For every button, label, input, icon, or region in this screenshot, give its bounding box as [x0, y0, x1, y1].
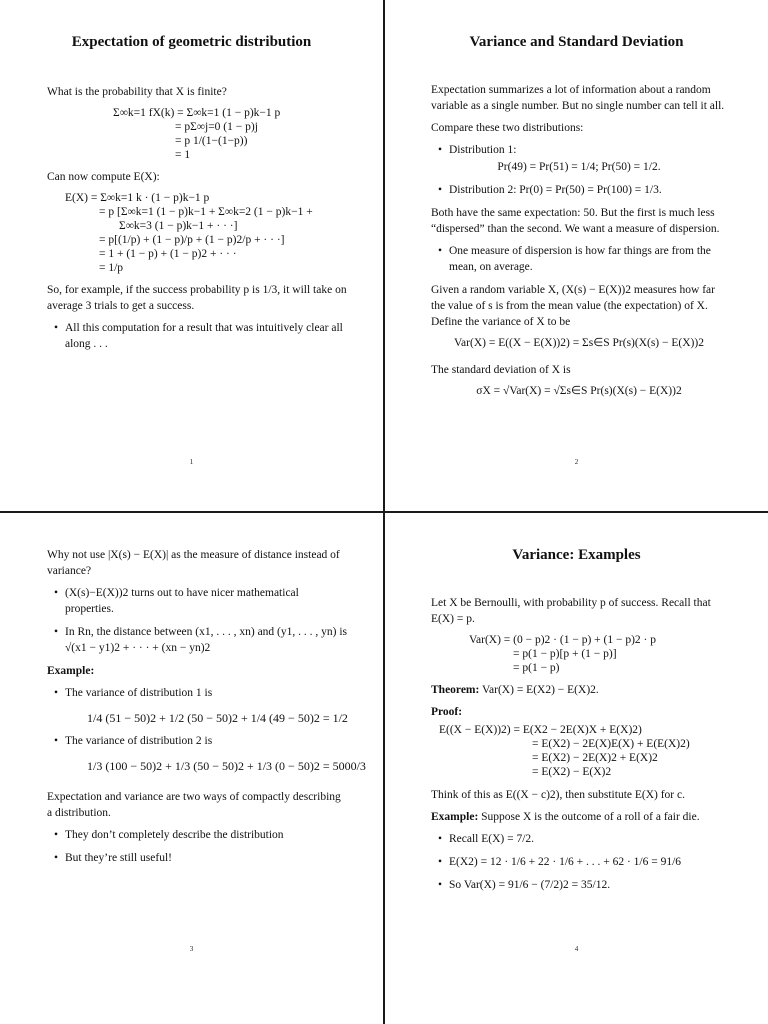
slide-1-intro: What is the probability that X is finite? — [47, 86, 227, 98]
die-example — [431, 809, 727, 825]
prob-line-4: = 1 — [175, 149, 191, 161]
theorem — [431, 682, 727, 698]
dispersion-bullet: • One measure of dispersion is how far things are from the mean, on average. — [431, 243, 727, 275]
exp-line-5: = 1 + (1 − p) + (1 − p)2 + · · · — [99, 248, 237, 260]
page-number-2: 2 — [574, 458, 579, 466]
dist1-formula: Pr(49) = Pr(51) = 1/4; Pr(50) = 1/2. — [497, 161, 661, 173]
slide-3 — [0, 513, 383, 1024]
proof-line-2: = E(X2) − 2E(X)E(X) + E(E(X)2) — [532, 738, 690, 750]
think-text: Think of this as E((X − c)2), then substitute E(X) for c. — [431, 789, 685, 801]
var-line-2: = p(1 − p)[p + (1 − p)] — [513, 648, 617, 660]
proof-line-4: = E(X2) − E(X)2 — [532, 766, 612, 778]
variance-dist2-bullet: • The variance of distribution 2 is — [47, 733, 347, 749]
bernoulli-variance — [431, 633, 727, 675]
variance-dist2-formula: 1/3 (100 − 50)2 + 1/3 (50 − 50)2 + 1/3 (0 − 50)2 = 5000/3 — [87, 759, 366, 773]
distance-bullet: • In Rn, the distance between (x1, . . . , xn) and (y1, . . . , yn) is √(x1 − y1)2 + · · · + (xn − yn)2 — [47, 624, 347, 656]
var-line-3: = p(1 − p) — [513, 662, 560, 674]
not-complete-bullet: • They don’t completely describe the distribution — [47, 827, 347, 843]
prob-derivation — [47, 106, 347, 162]
slide-3-body — [47, 547, 366, 873]
intuition-bullet: • All this computation for a result that was intuitively clear all along . . . — [47, 320, 347, 352]
theorem-text: Var(X) = E(X2) − E(X)2. — [482, 684, 599, 696]
slide-4 — [385, 513, 768, 1024]
slide-4-title: Variance: Examples — [512, 547, 641, 563]
exp-line-2: = p [Σ∞k=1 (1 − p)k−1 + Σ∞k=2 (1 − p)k−1 + — [99, 206, 313, 218]
slide-2-title: Variance and Standard Deviation — [469, 34, 684, 50]
example-text: So, for example, if the success probability p is 1/3, it will take on average 3 trials to get a success. — [47, 284, 347, 312]
std-intro: The standard deviation of X is — [431, 364, 571, 376]
second-moment-bullet: • E(X2) = 12 · 1/6 + 22 · 1/6 + . . . + 62 · 1/6 = 91/6 — [431, 854, 727, 870]
exp-line-6: = 1/p — [99, 262, 124, 274]
var-line-1: Var(X) = (0 − p)2 · (1 − p) + (1 − p)2 · p — [469, 634, 656, 646]
slide-1-title: Expectation of geometric distribution — [71, 34, 312, 50]
proof-line-3: = E(X2) − 2E(X)2 + E(X)2 — [532, 752, 658, 764]
prob-line-3: = p 1/(1−(1−p)) — [175, 135, 248, 147]
std-formula: σX = √Var(X) = √Σs∈S Pr(s)(X(s) − E(X))2 — [476, 385, 682, 397]
slide-1 — [0, 0, 383, 511]
theorem-label: Theorem: — [431, 684, 480, 696]
prob-line-1: Σ∞k=1 fX(k) = Σ∞k=1 (1 − p)k−1 p — [113, 107, 281, 119]
slide-4-body — [431, 595, 727, 900]
compare-text: Compare these two distributions: — [431, 122, 584, 134]
proof-label: Proof: — [431, 706, 463, 718]
page-number-1: 1 — [189, 458, 194, 466]
prob-line-2: = pΣ∞j=0 (1 − p)j — [175, 121, 258, 133]
die-example-text: Suppose X is the outcome of a roll of a fair die. — [481, 811, 700, 823]
slide-2 — [385, 0, 768, 511]
variance-definition: Given a random variable X, (X(s) − E(X))2 measures how far the value of s is from the mean value (the expectation) of X. Define the variance of X to be — [431, 284, 715, 328]
slide-1-body — [47, 84, 347, 359]
example-label: Example: — [47, 665, 95, 677]
expectation-derivation — [47, 191, 347, 275]
still-useful-bullet: • But they’re still useful! — [47, 850, 347, 866]
why-question: Why not use |X(s) − E(X)| as the measure of distance instead of variance? — [47, 549, 340, 577]
die-example-label: Example: — [431, 811, 479, 823]
same-expectation-text: Both have the same expectation: 50. But the first is much less “dispersed” than the second. We want a measure of dispersion. — [431, 207, 720, 235]
dist2-bullet: • Distribution 2: Pr(0) = Pr(50) = Pr(100) = 1/3. — [431, 182, 727, 198]
summary-text: Expectation and variance are two ways of compactly describing a distribution. — [47, 791, 341, 819]
recall-bullet: • Recall E(X) = 7/2. — [431, 831, 727, 847]
dist1-bullet: • Distribution 1: — [431, 142, 727, 158]
bernoulli-intro: Let X be Bernoulli, with probability p of success. Recall that E(X) = p. — [431, 597, 711, 625]
die-variance-bullet: • So Var(X) = 91/6 − (7/2)2 = 35/12. — [431, 877, 727, 893]
page-number-4: 4 — [574, 945, 579, 953]
exp-line-4: = p[(1/p) + (1 − p)/p + (1 − p)2/p + · · ·] — [99, 234, 285, 246]
nicer-properties-bullet: • (X(s)−E(X))2 turns out to have nicer mathematical properties. — [47, 585, 347, 617]
variance-dist1-formula: 1/4 (51 − 50)2 + 1/2 (50 − 50)2 + 1/4 (49 − 50)2 = 1/2 — [87, 711, 348, 725]
variance-dist1-bullet: • The variance of distribution 1 is — [47, 685, 347, 701]
compute-intro: Can now compute E(X): — [47, 171, 160, 183]
exp-line-1: E(X) = Σ∞k=1 k · (1 − p)k−1 p — [65, 192, 210, 204]
slide-2-body — [431, 82, 727, 398]
proof-derivation — [431, 723, 727, 779]
exp-line-3: Σ∞k=3 (1 − p)k−1 + · · ·] — [119, 220, 238, 232]
variance-formula: Var(X) = E((X − E(X))2) = Σs∈S Pr(s)(X(s) − E(X))2 — [454, 337, 704, 349]
slide-2-intro: Expectation summarizes a lot of information about a random variable as a single number. But no single number can tell it all. — [431, 84, 725, 112]
page-number-3: 3 — [189, 945, 194, 953]
proof-line-1: E((X − E(X))2) = E(X2 − 2E(X)X + E(X)2) — [439, 724, 642, 736]
